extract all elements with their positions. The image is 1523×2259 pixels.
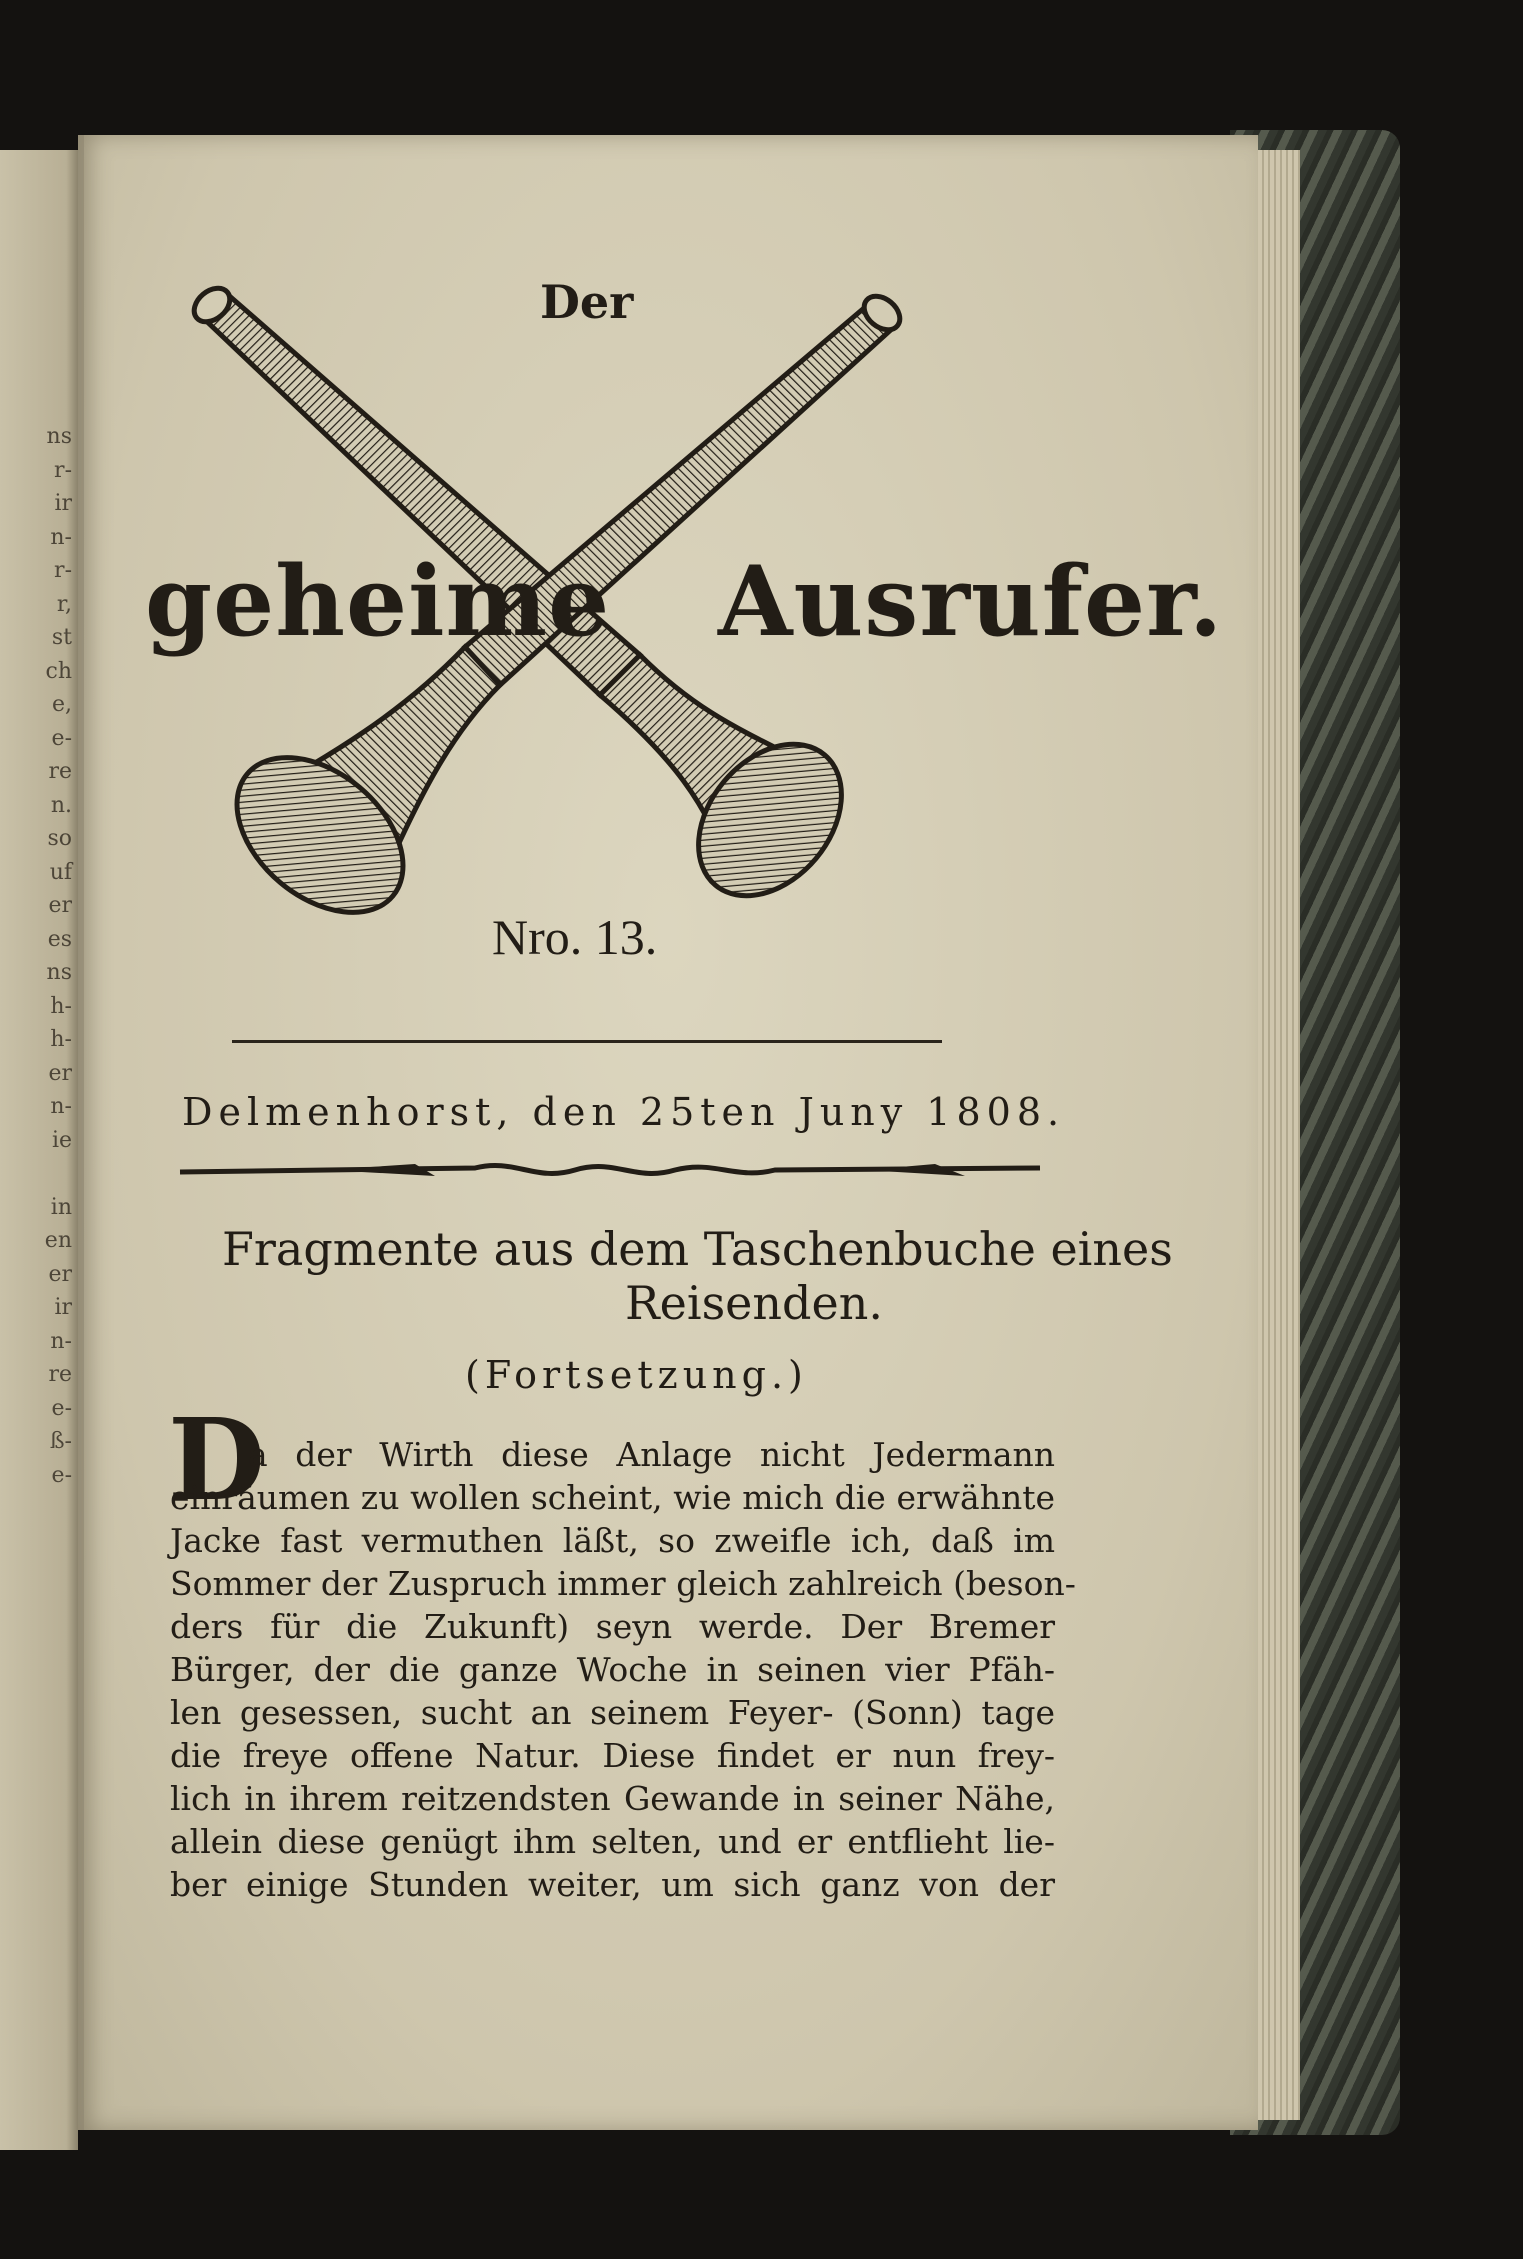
body-line: die freye offene Natur. Diese findet er nun frey- (170, 1736, 1055, 1775)
body-line: einräumen zu wollen scheint, wie mich die erwähnte (170, 1478, 1055, 1517)
masthead-title-left: geheime (145, 545, 611, 658)
masthead-rule (232, 1040, 942, 1043)
body-line: Sommer der Zuspruch immer gleich zahlreich (beson- (170, 1564, 1076, 1603)
body-line: ders für die Zukunft) seyn werde. Der Bremer (170, 1607, 1055, 1646)
continuation-note: (Fortsetzung.) (465, 1353, 808, 1397)
body-line: len gesessen, sucht an seinem Feyer- (Sonn) tage (170, 1693, 1055, 1732)
body-line: allein diese genügt ihm selten, und er entflieht lie- (170, 1822, 1055, 1861)
body-line: lich in ihrem reitzendsten Gewande in seiner Nähe, (170, 1779, 1055, 1818)
left-page-text: ns r- ir n- r- r, st ch e, e- re n. so uf er es ns h- h- er n- ie in en er ir n- re e- ß- e- (44, 424, 72, 1488)
masthead-der: Der (540, 275, 634, 329)
body-line: a der Wirth diese Anlage nicht Jedermann (248, 1435, 1055, 1474)
body-line: Jacke fast vermuthen läßt, so zweifle ich, daß im (170, 1521, 1055, 1560)
body-line: Bürger, der die ganze Woche in seinen vier Pfäh- (170, 1650, 1055, 1689)
article-title-line-2: Reisenden. (625, 1276, 883, 1330)
drop-cap: D (168, 1395, 266, 1526)
masthead-title-right: Ausrufer. (718, 545, 1224, 658)
body-line: ber einige Stunden weiter, um sich ganz von der (170, 1865, 1055, 1904)
dateline: Delmenhorst, den 25ten Juny 1808. (182, 1090, 1066, 1134)
gutter-shadow (78, 135, 84, 2130)
left-page-fragment (0, 150, 78, 2150)
issue-number: Nro. 13. (492, 909, 658, 965)
article-title-line-1: Fragmente aus dem Taschenbuche eines (222, 1222, 1173, 1276)
ornamental-divider (175, 1150, 1045, 1190)
